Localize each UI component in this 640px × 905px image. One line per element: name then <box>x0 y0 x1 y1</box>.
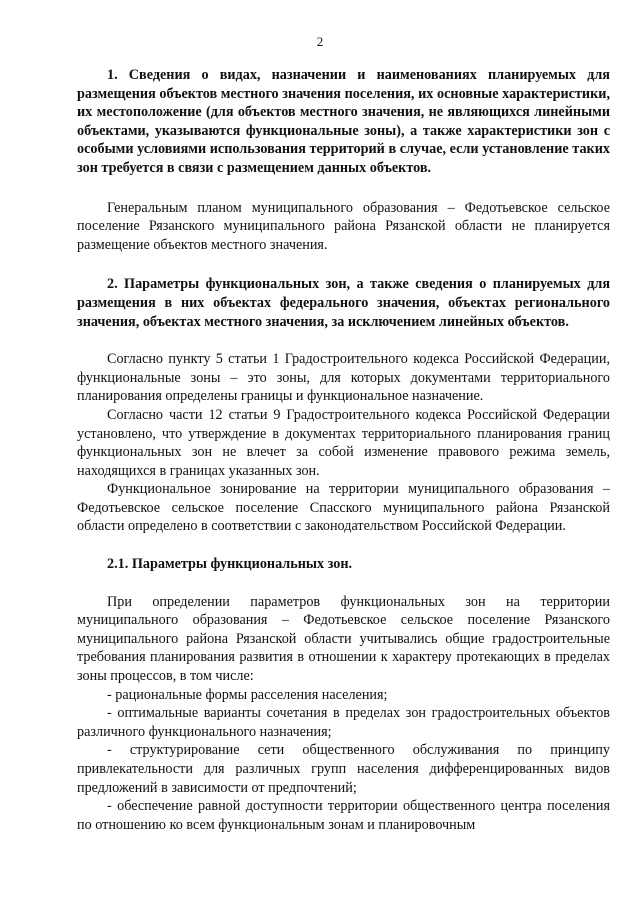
section-2-paragraph-2: Согласно части 12 статьи 9 Градостроительного кодекса Российской Федерации установлено, что утверждение в документах территориального планирования границ функциональных зон не влечет за собой изменение правового режима земель, находящихся в границах указанных зон. <box>77 406 610 479</box>
list-item: - обеспечение равной доступности территории общественного центра поселения по отношению ко всем функциональным зонам и планировочным <box>77 798 610 833</box>
list-item: - оптимальные варианты сочетания в пределах зон градостроительных объектов различного функционального назначения; <box>77 705 610 740</box>
section-2-paragraph-3: Функциональное зонирование на территории муниципального образования – Федотьевское сельское поселение Спасского муниципального района Рязанской области определено в соответствии с законодательством Российской Федерации. <box>77 481 610 535</box>
section-2-heading: 2. Параметры функциональных зон, а также сведения о планируемых для размещения в них объектах федерального значения, объектах регионального значения, объектах местного значения, за исключением линейных объектов. <box>77 276 610 330</box>
spacer <box>77 331 610 350</box>
list-item: - рациональные формы расселения населения; <box>107 686 388 703</box>
spacer <box>77 574 610 593</box>
spacer <box>77 178 610 199</box>
section-2-1-heading: 2.1. Параметры функциональных зон. <box>107 556 353 573</box>
page-number: 2 <box>316 34 324 49</box>
section-2-paragraph-1: Согласно пункту 5 статьи 1 Градостроительного кодекса Российской Федерации, функциональные зоны – это зоны, для которых документами территориального планирования определены границы и функциональное назначение. <box>77 351 610 405</box>
spacer <box>77 536 610 555</box>
list-item: - структурирование сети общественного обслуживания по принципу привлекательности для различных групп населения дифференцированных видов предложений в зависимости от предпочтений; <box>77 742 610 796</box>
section-1-heading: 1. Сведения о видах, назначении и наименованиях планируемых для размещения объектов местного значения поселения, их основные характеристики, их местоположение (для объектов местного значения, не являющихся линейными объектами, указываются функциональные зоны), а также характеристики зон с особыми условиями использования территорий в случае, если установление таких зон требуется в связи с размещением данных объектов. <box>77 67 610 176</box>
section-2-1-intro: При определении параметров функциональных зон на территории муниципального образования – Федотьевское сельское поселение Рязанского муниципального района Рязанской области учитывались общие градостроительные требования планирования развития в отношении к характеру протекающих в пределах зоны процессов, в том числе: <box>77 593 610 685</box>
page-content <box>77 66 610 834</box>
section-1-paragraph: Генеральным планом муниципального образования – Федотьевское сельское поселение Рязанского муниципального района Рязанской области не планируется размещение объектов местного значения. <box>77 199 610 253</box>
spacer <box>77 254 610 275</box>
